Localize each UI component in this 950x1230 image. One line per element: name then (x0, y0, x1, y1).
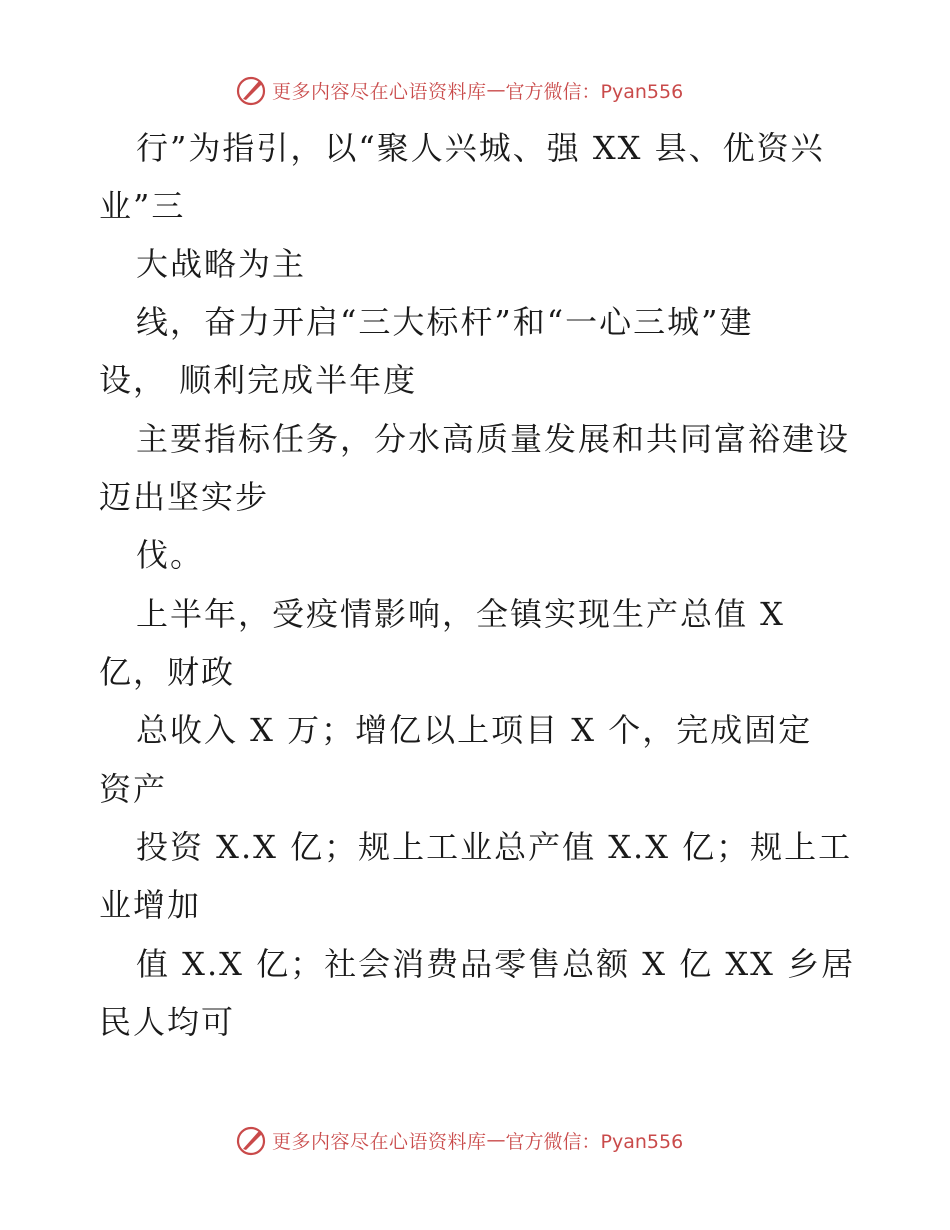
watermark-contact: 官方微信：Pyan556 (505, 80, 684, 103)
body-line: 迈出坚实步 (99, 478, 270, 516)
watermark-contact: 官方微信：Pyan556 (505, 1130, 684, 1153)
quill-logo-icon (234, 1123, 268, 1157)
body-line: 行”为指引，以“聚人兴城、强 XX 县、优资兴 (136, 129, 825, 167)
body-line: 业增加 (99, 886, 202, 924)
body-line: 总收入 X 万；增亿以上项目 X 个，完成固定 (136, 711, 813, 749)
body-line: 伐。 (136, 536, 205, 574)
body-line: 投资 X.X 亿；规上工业总产值 X.X 亿；规上工 (136, 828, 853, 866)
body-line: 设， 顺利完成半年度 (99, 361, 418, 399)
watermark-separator: — (486, 1129, 506, 1151)
body-line: 线，奋力开启“三大标杆”和“一心三城”建 (136, 303, 754, 341)
body-line: 民人均可 (99, 1003, 236, 1041)
body-line: 亿，财政 (99, 653, 236, 691)
body-line: 上半年，受疫情影响，全镇实现生产总值 X (136, 595, 785, 633)
body-line: 主要指标任务，分水高质量发展和共同富裕建设 (136, 420, 851, 458)
body-line: 业”三 (99, 187, 186, 225)
body-line: 大战略为主 (136, 245, 307, 283)
watermark-separator: — (486, 79, 506, 101)
watermark-brand: 更多内容尽在心语资料库 (272, 80, 487, 103)
footer-watermark (234, 1122, 683, 1158)
watermark-brand: 更多内容尽在心语资料库 (272, 1130, 487, 1153)
body-line: 资产 (99, 770, 168, 808)
body-line: 值 X.X 亿；社会消费品零售总额 X 亿 XX 乡居 (136, 945, 856, 983)
